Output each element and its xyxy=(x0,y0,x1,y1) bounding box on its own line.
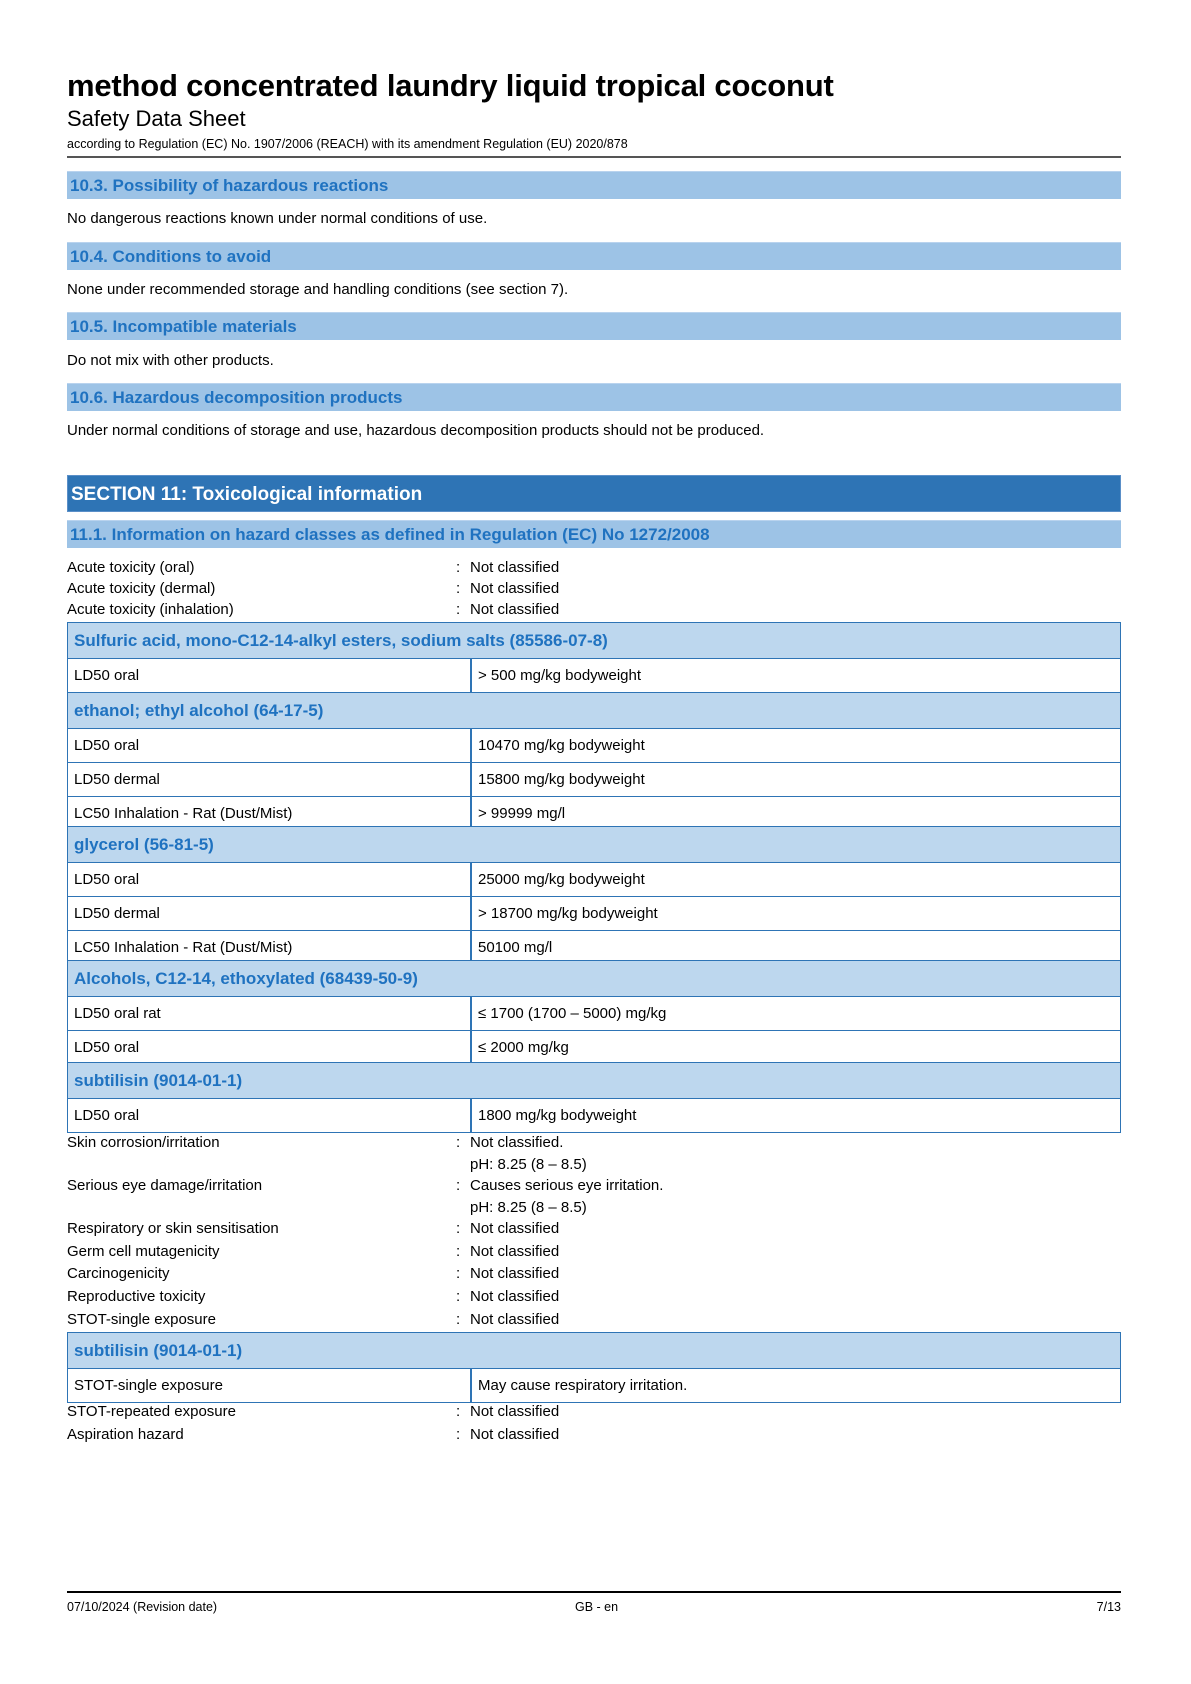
property-label: STOT-single exposure xyxy=(67,1311,216,1328)
value-cell: > 500 mg/kg bodyweight xyxy=(478,667,642,684)
separator: : xyxy=(456,1134,461,1151)
column-divider xyxy=(470,1031,472,1064)
subsection-title: 10.5. Incompatible materials xyxy=(70,317,297,336)
subsection-title: 10.3. Possibility of hazardous reactions xyxy=(70,176,389,195)
separator: : xyxy=(456,1288,461,1305)
header-divider xyxy=(67,156,1121,158)
value-cell: May cause respiratory irritation. xyxy=(478,1377,688,1394)
parameter-cell: LD50 oral xyxy=(74,737,140,754)
separator: : xyxy=(456,1426,461,1443)
subsection-10-3-text: No dangerous reactions known under normal conditions of use. xyxy=(67,210,488,227)
table-row xyxy=(67,997,1121,1031)
substance-name: subtilisin (9014-01-1) xyxy=(74,1071,243,1090)
value-cell: 10470 mg/kg bodyweight xyxy=(478,737,645,754)
value-cell: ≤ 1700 (1700 – 5000) mg/kg xyxy=(478,1005,667,1022)
subsection-10-5-header xyxy=(67,312,1121,340)
separator: : xyxy=(456,580,461,597)
property-value: Not classified xyxy=(470,1311,560,1328)
separator: : xyxy=(456,559,461,576)
parameter-cell: LD50 dermal xyxy=(74,905,160,922)
table-row xyxy=(67,659,1121,693)
value-cell: 50100 mg/l xyxy=(478,939,553,956)
property-value: Not classified xyxy=(470,1243,560,1260)
substance-name: ethanol; ethyl alcohol (64-17-5) xyxy=(74,701,324,720)
parameter-cell: STOT-single exposure xyxy=(74,1377,223,1394)
property-value: Not classified xyxy=(470,580,560,597)
subsection-title: 11.1. Information on hazard classes as defined in Regulation (EC) No 1272/2008 xyxy=(70,525,710,544)
value-cell: ≤ 2000 mg/kg xyxy=(478,1039,569,1056)
property-value: Not classified xyxy=(470,1265,560,1282)
table-row xyxy=(67,863,1121,897)
property-label: Germ cell mutagenicity xyxy=(67,1243,220,1260)
table-row xyxy=(67,729,1121,763)
property-value: Causes serious eye irritation. xyxy=(470,1177,664,1194)
substance-table-sulfuric-acid xyxy=(67,622,1121,693)
property-value: Not classified xyxy=(470,1426,560,1443)
parameter-cell: LD50 oral xyxy=(74,1107,140,1124)
property-label: Respiratory or skin sensitisation xyxy=(67,1220,279,1237)
substance-header xyxy=(67,692,1121,729)
parameter-cell: LC50 Inhalation - Rat (Dust/Mist) xyxy=(74,805,293,822)
separator: : xyxy=(456,1243,461,1260)
value-cell: 1800 mg/kg bodyweight xyxy=(478,1107,637,1124)
substance-header xyxy=(67,1332,1121,1369)
property-value: Not classified xyxy=(470,559,560,576)
property-label: Acute toxicity (inhalation) xyxy=(67,601,234,618)
separator: : xyxy=(456,1265,461,1282)
property-value: Not classified. xyxy=(470,1134,564,1151)
subsection-10-4-header xyxy=(67,242,1121,270)
document-title: method concentrated laundry liquid tropical coconut xyxy=(67,68,834,103)
separator: : xyxy=(456,1311,461,1328)
document-subtitle: Safety Data Sheet xyxy=(67,106,246,131)
parameter-cell: LD50 oral xyxy=(74,667,140,684)
separator: : xyxy=(456,1403,461,1420)
column-divider xyxy=(470,997,472,1030)
substance-name: Sulfuric acid, mono-C12-14-alkyl esters, sodium salts (85586-07-8) xyxy=(74,631,608,650)
subsection-10-6-header xyxy=(67,383,1121,411)
table-row xyxy=(67,1099,1121,1133)
column-divider xyxy=(470,1369,472,1402)
property-label: Acute toxicity (dermal) xyxy=(67,580,216,597)
substance-table-subtilisin xyxy=(67,1062,1121,1133)
property-label: Serious eye damage/irritation xyxy=(67,1177,263,1194)
separator: : xyxy=(456,601,461,618)
subsection-10-3-header xyxy=(67,171,1121,199)
parameter-cell: LD50 dermal xyxy=(74,771,160,788)
substance-name: Alcohols, C12-14, ethoxylated (68439-50-9) xyxy=(74,969,418,988)
substance-table-glycerol xyxy=(67,826,1121,965)
revision-date: 07/10/2024 (Revision date) xyxy=(67,1600,218,1614)
property-label: Reproductive toxicity xyxy=(67,1288,206,1305)
property-label: Skin corrosion/irritation xyxy=(67,1134,220,1151)
section-11-header xyxy=(67,475,1121,512)
property-label: Carcinogenicity xyxy=(67,1265,170,1282)
substance-header xyxy=(67,1062,1121,1099)
substance-name: subtilisin (9014-01-1) xyxy=(74,1341,243,1360)
substance-table-subtilisin-stot xyxy=(67,1332,1121,1403)
separator: : xyxy=(456,1177,461,1194)
property-value: Not classified xyxy=(470,1220,560,1237)
separator: : xyxy=(456,1220,461,1237)
subsection-11-1-header xyxy=(67,520,1121,548)
table-row xyxy=(67,1369,1121,1403)
subsection-title: 10.4. Conditions to avoid xyxy=(70,247,272,266)
property-label: Aspiration hazard xyxy=(67,1426,184,1443)
substance-table-alcohols-ethoxylated xyxy=(67,960,1121,1065)
subsection-10-6-text: Under normal conditions of storage and use, hazardous decomposition products should not be produced. xyxy=(67,422,765,439)
substance-name: glycerol (56-81-5) xyxy=(74,835,214,854)
footer-divider xyxy=(67,1591,1121,1593)
subsection-10-5-text: Do not mix with other products. xyxy=(67,352,274,369)
locale-label: GB - en xyxy=(575,1600,619,1614)
property-value: Not classified xyxy=(470,1288,560,1305)
ph-value: pH: 8.25 (8 – 8.5) xyxy=(470,1156,587,1173)
substance-header xyxy=(67,826,1121,863)
regulation-note: according to Regulation (EC) No. 1907/2006 (REACH) with its amendment Regulation (EU) 2020/878 xyxy=(67,137,628,151)
column-divider xyxy=(470,1099,472,1132)
property-value: Not classified xyxy=(470,601,560,618)
property-label: STOT-repeated exposure xyxy=(67,1403,236,1420)
substance-table-ethanol xyxy=(67,692,1121,831)
table-row xyxy=(67,897,1121,931)
value-cell: > 99999 mg/l xyxy=(478,805,566,822)
table-row xyxy=(67,1031,1121,1065)
subsection-title: 10.6. Hazardous decomposition products xyxy=(70,388,403,407)
table-row xyxy=(67,763,1121,797)
column-divider xyxy=(470,897,472,930)
substance-header xyxy=(67,622,1121,659)
subsection-10-4-text: None under recommended storage and handling conditions (see section 7). xyxy=(67,281,569,298)
parameter-cell: LD50 oral xyxy=(74,1039,140,1056)
parameter-cell: LC50 Inhalation - Rat (Dust/Mist) xyxy=(74,939,293,956)
property-value: Not classified xyxy=(470,1403,560,1420)
value-cell: 15800 mg/kg bodyweight xyxy=(478,771,645,788)
column-divider xyxy=(470,729,472,762)
column-divider xyxy=(470,863,472,896)
substance-header xyxy=(67,960,1121,997)
value-cell: 25000 mg/kg bodyweight xyxy=(478,871,645,888)
value-cell: > 18700 mg/kg bodyweight xyxy=(478,905,658,922)
column-divider xyxy=(470,659,472,692)
ph-value: pH: 8.25 (8 – 8.5) xyxy=(470,1199,587,1216)
column-divider xyxy=(470,763,472,796)
parameter-cell: LD50 oral xyxy=(74,871,140,888)
property-label: Acute toxicity (oral) xyxy=(67,559,195,576)
section-title: SECTION 11: Toxicological information xyxy=(71,484,423,505)
page-number: 7/13 xyxy=(1096,1600,1121,1614)
parameter-cell: LD50 oral rat xyxy=(74,1005,161,1022)
